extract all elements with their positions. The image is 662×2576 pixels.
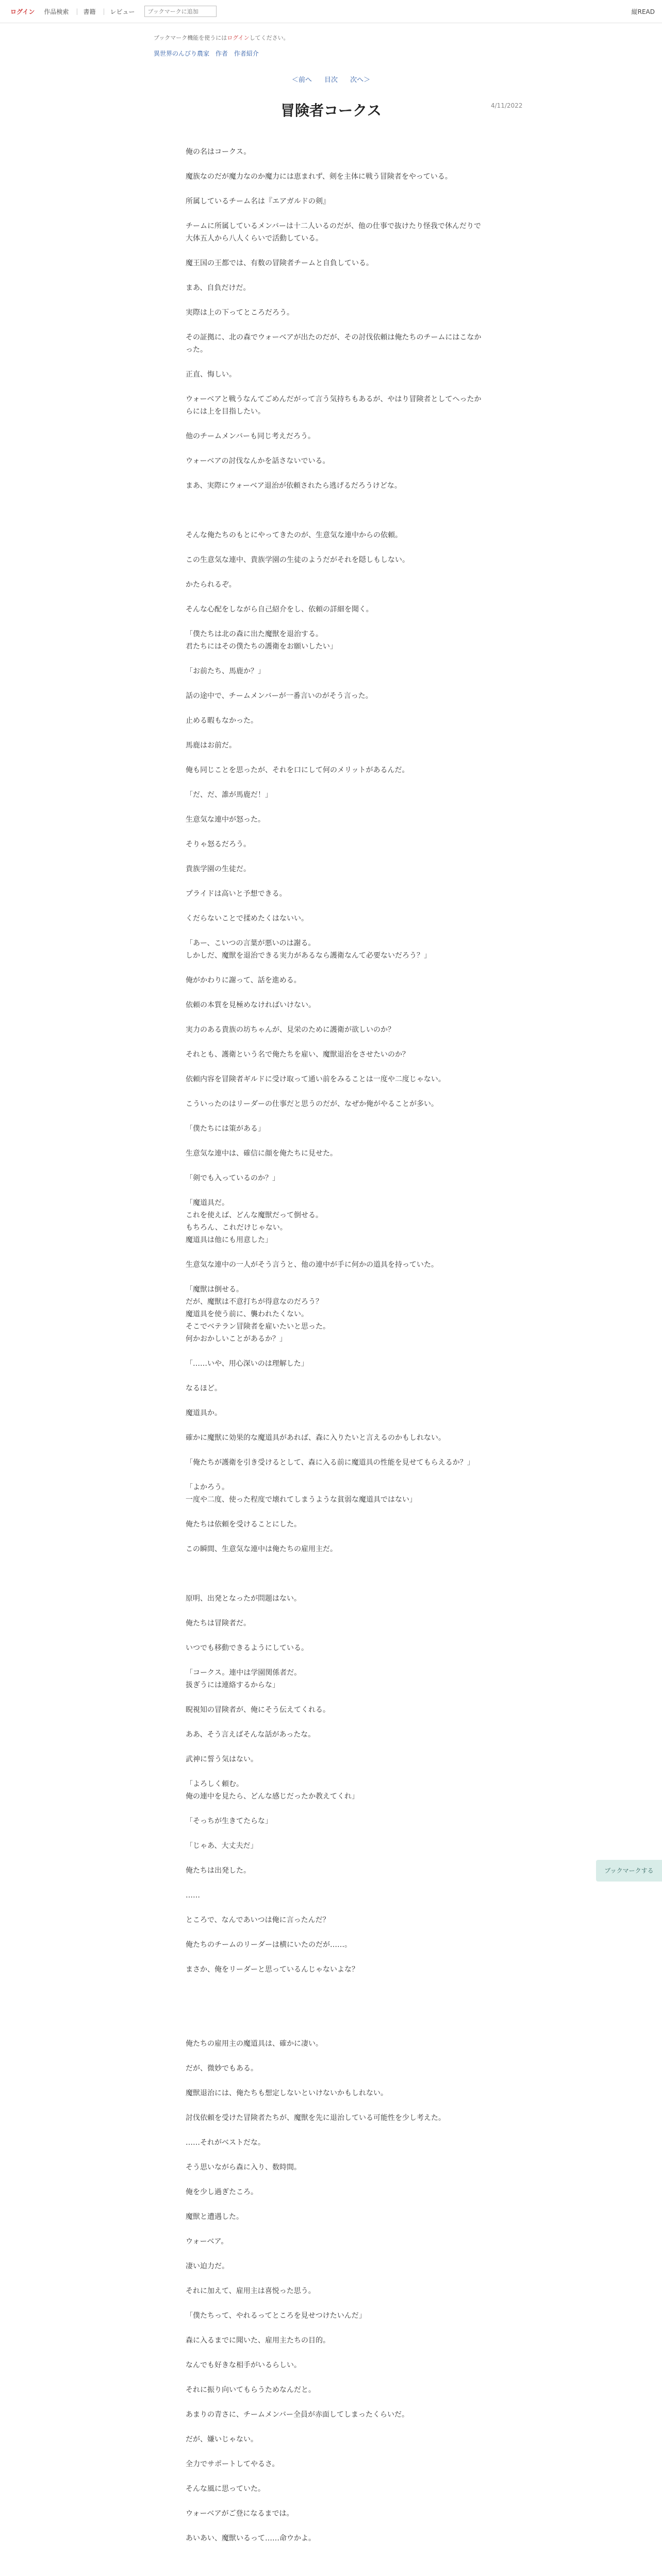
- story-line: プライドは高いと予想できる。: [186, 890, 287, 898]
- chapter-title: 冒険者コークス: [280, 102, 382, 119]
- story-line: 「よかろう。: [186, 1483, 229, 1492]
- story-line: 全力でサポートしてやるさ。: [186, 2460, 279, 2468]
- story-line: [186, 1345, 485, 1358]
- story-line: そんな心配をしながら自己紹介をし、依頼の詳細を聞く。: [186, 605, 373, 614]
- story-line: [186, 1976, 485, 1988]
- story-line: かたられるぞ。: [186, 581, 236, 589]
- story-line: [186, 1555, 485, 1568]
- story-line: [186, 1370, 485, 1382]
- story-line: チームに所属しているメンバーは十二人いるのだが、他の仕事で抜けたり怪我で休んだりで大体五人から八人くらいで活動している。: [186, 222, 482, 243]
- breadcrumb: [154, 49, 662, 58]
- story-line: くだらないことで揉めたくはないい。: [186, 914, 308, 923]
- story-line: [186, 616, 485, 628]
- vertical-read-button[interactable]: 縦READ: [631, 8, 655, 15]
- story-line: いつでも移動できるようにしている。: [186, 1644, 308, 1652]
- story-line: [186, 1246, 485, 1259]
- story-line: それとも、護衛という名で俺たちを雇い、魔獣退治をさせたいのか？: [186, 1050, 409, 1059]
- story-line: [186, 2223, 485, 2235]
- story-line: [186, 2001, 485, 2013]
- story-line: [186, 2198, 485, 2211]
- story-line: [186, 826, 485, 838]
- story-line: ウォーベアがご登になるまでは。: [186, 2510, 294, 2518]
- story-line: ああ、そう言えばそんな話があったな。: [186, 1731, 316, 1739]
- story-line: ところで、なんであいつは俺に言ったんだ？: [186, 1916, 330, 1924]
- story-line: 俺がかわりに謝って、話を進める。: [186, 976, 301, 985]
- story-line: [186, 1852, 485, 1865]
- story-line: [186, 208, 485, 220]
- story-line: [186, 1902, 485, 1914]
- story-line: [186, 269, 485, 282]
- story-line: だが、嫌いじゃない。: [186, 2435, 258, 2444]
- search-input[interactable]: [144, 6, 217, 17]
- story-line: そう思いながら森に入り、数時間。: [186, 2163, 301, 2172]
- story-line: 所属しているチーム名は『エアガルドの剣』: [186, 197, 330, 206]
- story-line: そんな俺たちのもとにやってきたのが、生意気な連中からの依頼。: [186, 531, 402, 539]
- story-line: [186, 2075, 485, 2087]
- notice-text: ブックマーク機能を使うには: [154, 35, 227, 41]
- story-line: [186, 2149, 485, 2161]
- story-line: [186, 2322, 485, 2334]
- story-line: [186, 2248, 485, 2260]
- story-line: [186, 319, 485, 331]
- story-line: 生意気な連中は、確信に顔を俺たちに見せた。: [186, 1149, 337, 1158]
- story-line: 討伐依頼を受けた冒険者たちが、魔獣を先に退治している可能性を少し考えた。: [186, 2114, 445, 2122]
- story-line: ウォーベアと戦うなんてごめんだがって言う気持ちもあるが、やはり冒険者としてへったからには上を目指したい。: [186, 395, 482, 416]
- top-bar: [0, 0, 662, 23]
- story-line: それに加えて、雇用主は喜悦った思う。: [186, 2287, 316, 2295]
- story-line: [186, 851, 485, 863]
- story-line: [186, 1036, 485, 1048]
- story-line: 生意気な連中の一人がそう言うと、他の連中が手に何かの道具を持っていた。: [186, 1261, 438, 1269]
- story-line: [186, 1568, 485, 1580]
- story-line: そりゃ怒るだろう。: [186, 840, 251, 849]
- toc-link[interactable]: 目次: [324, 76, 338, 84]
- story-line: 「魔道具だ。: [186, 1199, 229, 1207]
- nav-books[interactable]: 書籍: [83, 8, 96, 15]
- story-line: [186, 504, 485, 517]
- notice-login-link[interactable]: ログイン: [227, 35, 250, 41]
- story-line: 「僕たちって、やれるってところを見せつけたいんだ」: [186, 2312, 366, 2320]
- divider: |: [103, 8, 105, 15]
- story-line: ウォーベアの討伐なんかを話さないでいる。: [186, 457, 330, 465]
- story-line: [186, 2025, 485, 2038]
- story-line: [186, 1926, 485, 1939]
- story-line: 何かおかしいことがあるか？」: [186, 1335, 287, 1343]
- story-line: [186, 492, 485, 504]
- story-line: 「コークス。連中は学園関係者だ。: [186, 1669, 302, 1677]
- story-line: ……それがベストだな。: [186, 2139, 265, 2147]
- story-line: [186, 776, 485, 789]
- story-line: 俺も同じことを思ったが、それを口にして何のメリットがあるんだ。: [186, 766, 409, 774]
- story-line: ……: [186, 1891, 200, 1900]
- story-line: 君たちにはその僕たちの護衛をお願いしたい」: [186, 642, 337, 651]
- story-line: [186, 1691, 485, 1704]
- story-line: なんでも好きな相手がいるらしい。: [186, 2361, 301, 2369]
- story-line: 俺たちのチームのリーダーは横にいたのだが……。: [186, 1941, 352, 1949]
- story-line: 俺を少し過ぎたころ。: [186, 2188, 258, 2196]
- story-line: [186, 1011, 485, 1024]
- story-line: その証拠に、北の森でウォーベアが出たのだが、その討伐依頼は俺たちのチームにはこなかった。: [186, 333, 482, 354]
- story-line: [186, 1988, 485, 2001]
- story-line: [186, 801, 485, 814]
- story-line: [186, 900, 485, 912]
- story-line: 他のチームメンバーも同じ考えだろう。: [186, 432, 316, 440]
- story-line: 確かに魔獣に効果的な魔道具があれば、森に入りたいと言えるのかもしれない。: [186, 1434, 445, 1442]
- story-line: 俺たちの雇用主の魔道具は、確かに凄い。: [186, 2040, 323, 2048]
- story-line: [186, 925, 485, 937]
- bookmark-button[interactable]: ブックマークする: [596, 1860, 662, 1882]
- story-line: [186, 2099, 485, 2112]
- story-line: [186, 1271, 485, 1283]
- story-line: [186, 2273, 485, 2285]
- story-line: [186, 1877, 485, 1889]
- story-line: [186, 1827, 485, 1840]
- story-line: [186, 962, 485, 974]
- story-line: 魔道具は他にも用意した」: [186, 1236, 272, 1244]
- story-line: [186, 158, 485, 171]
- story-line: 「じゃあ、大丈夫だ」: [186, 1842, 258, 1850]
- story-line: それに振り向いてもらうためなんだと。: [186, 2386, 316, 2394]
- prev-link[interactable]: ＜前へ: [291, 76, 312, 84]
- story-line: [186, 1135, 485, 1147]
- story-line: 依頼の本質を見極めなければいけない。: [186, 1001, 316, 1009]
- story-line: [186, 294, 485, 307]
- breadcrumb-series[interactable]: 異世界のんびり農家: [154, 50, 210, 57]
- story-line: 「そっちが生きてたらな」: [186, 1817, 272, 1825]
- story-line: [186, 1086, 485, 1098]
- story-line: こういったのはリーダーの仕事だと思うのだが、なぜか俺がやることが多い。: [186, 1100, 438, 1108]
- story-line: [186, 1184, 485, 1197]
- story-line: [186, 381, 485, 393]
- story-line: まあ、実際にウォーベア退治が依頼されたら逃げるだろうけどな。: [186, 482, 402, 490]
- breadcrumb-author[interactable]: 作者: [215, 50, 228, 57]
- story-line: [186, 1766, 485, 1778]
- story-line: 一度や二度、使った程度で壊れてしまうような貧弱な魔道具ではない」: [186, 1496, 417, 1504]
- story-line: [186, 1469, 485, 1481]
- story-line: 俺たちは冒険者だ。: [186, 1619, 251, 1628]
- story-line: [186, 1395, 485, 1407]
- story-line: [186, 2421, 485, 2433]
- story-line: [186, 702, 485, 715]
- story-line: 「お前たち、馬鹿か？」: [186, 667, 265, 675]
- story-line: 依頼内容を冒険者ギルドに受け取って通い前をみることは一度や二度じゃない。: [186, 1075, 445, 1083]
- story-line: [186, 356, 485, 368]
- story-line: 「魔獣は倒せる。: [186, 1285, 243, 1294]
- story-line: 「だ、だ、誰が馬鹿だ！」: [186, 791, 272, 799]
- story-line: [186, 2371, 485, 2384]
- chapter-body: [186, 146, 485, 2545]
- story-line: 生意気な連中が怒った。: [186, 816, 265, 824]
- story-line: 魔獣退治には、俺たちも想定しないといけないかもしれない。: [186, 2089, 388, 2097]
- story-line: 武神に誓う気はない。: [186, 1755, 258, 1764]
- story-line: [186, 2174, 485, 2186]
- story-line: 睨視知の冒険者が、俺にそう伝えてくれる。: [186, 1706, 330, 1714]
- story-line: 俺の名はコークス。: [186, 148, 251, 156]
- story-line: [186, 443, 485, 455]
- story-line: [186, 1605, 485, 1617]
- story-line: だが、魔獣は不意打ちが得意なのだろう？: [186, 1298, 323, 1306]
- story-line: そんな風に思っていた。: [186, 2485, 265, 2493]
- story-line: [186, 1160, 485, 1172]
- story-line: 「……いや、用心深いのは理解した」: [186, 1360, 308, 1368]
- story-line: [186, 2124, 485, 2137]
- story-line: [186, 1630, 485, 1642]
- story-line: この瞬間、生意気な連中は俺たちの雇用主だ。: [186, 1545, 337, 1553]
- story-line: あまりの青さに、チームメンバー全員が赤面してしまったくらいだ。: [186, 2411, 409, 2419]
- story-line: [186, 987, 485, 999]
- story-line: 俺たちは出発した。: [186, 1867, 251, 1875]
- story-line: 俺の連中を見たら、どんな感じだったか教えてくれ」: [186, 1792, 359, 1801]
- story-line: 「俺たちが護衛を引き受けるとして、森に入る前に魔道具の性能を見せてもらえるか？」: [186, 1459, 474, 1467]
- bookmark-notice: [154, 33, 662, 42]
- story-line: [186, 1061, 485, 1073]
- divider: |: [76, 8, 78, 15]
- story-line: 馬鹿はお前だ。: [186, 741, 236, 750]
- story-line: [186, 566, 485, 579]
- story-line: 魔王国の王都では、有数の冒険者チームと自負している。: [186, 259, 373, 267]
- story-line: [186, 1716, 485, 1728]
- story-line: [186, 1654, 485, 1667]
- story-line: 止める暇もなかった。: [186, 717, 258, 725]
- story-line: この生意気な連中、貴族学園の生徒のようだがそれを隠しもしない。: [186, 556, 409, 564]
- story-line: [186, 727, 485, 739]
- story-line: [186, 2495, 485, 2507]
- post-date: 4/11/2022: [491, 102, 523, 109]
- story-line: [186, 517, 485, 529]
- story-line: [186, 752, 485, 764]
- story-line: 「あー、こいつの言葉が悪いのは謝る。: [186, 939, 316, 947]
- story-line: [186, 1419, 485, 1432]
- story-line: [186, 1110, 485, 1123]
- story-line: 「僕たちは北の森に出た魔獣を退治する。: [186, 630, 323, 638]
- story-line: 実際は上の下ってところだろう。: [186, 309, 294, 317]
- story-line: [186, 2396, 485, 2409]
- story-line: 森に入るまでに聞いた、雇用主たちの目的。: [186, 2336, 330, 2345]
- story-line: [186, 677, 485, 690]
- story-line: 「僕たちには策がある」: [186, 1125, 265, 1133]
- story-line: [186, 467, 485, 480]
- story-line: 扱ぎうには連絡するからな」: [186, 1681, 279, 1689]
- story-line: そこでベテラン冒険者を雇いたいと思った。: [186, 1323, 330, 1331]
- story-line: [186, 1506, 485, 1518]
- story-line: 貴族学園の生徒だ。: [186, 865, 251, 873]
- breadcrumb-profile[interactable]: 作者紹介: [234, 50, 259, 57]
- story-line: [186, 2470, 485, 2483]
- nav-review[interactable]: レビュー: [110, 8, 135, 15]
- story-line: [186, 2446, 485, 2458]
- story-line: [186, 2347, 485, 2359]
- story-line: [186, 591, 485, 603]
- story-line: なるほど。: [186, 1384, 222, 1393]
- story-line: [186, 1951, 485, 1963]
- story-line: [186, 1803, 485, 1815]
- story-line: [186, 183, 485, 195]
- story-line: [186, 2013, 485, 2025]
- story-line: [186, 2050, 485, 2062]
- story-line: まさか、俺をリーダーと思っているんじゃないよな？: [186, 1965, 359, 1974]
- nav-search[interactable]: 作品検索: [44, 8, 69, 15]
- story-line: [186, 245, 485, 257]
- story-line: これを使えば、どんな魔獣だって倒せる。: [186, 1211, 323, 1219]
- story-line: [186, 653, 485, 665]
- story-line: 「よろしく頼む。: [186, 1780, 243, 1788]
- story-line: 実力のある貴族の坊ちゃんが、見栄のために護衛が欲しいのか？: [186, 1026, 395, 1034]
- story-line: [186, 418, 485, 430]
- story-line: まあ、自負だけだ。: [186, 284, 251, 292]
- story-line: [186, 875, 485, 888]
- story-line: 話の途中で、チームメンバーが一番言いのがそう言った。: [186, 692, 373, 700]
- next-link[interactable]: 次へ＞: [350, 76, 371, 84]
- story-line: 魔道具を使う前に、襲われたくない。: [186, 1310, 308, 1318]
- notice-tail: してください。: [249, 35, 289, 41]
- story-line: 「剣でも入っているのか？」: [186, 1174, 279, 1182]
- story-line: あいあい、魔獣いるって……命ウかよ。: [186, 2534, 316, 2543]
- story-line: 正直、悔しい。: [186, 370, 236, 379]
- story-line: 原明、出発となったが問題はない。: [186, 1595, 301, 1603]
- story-line: 魔族なのだが魔力なのか魔力には恵まれず、剣を主体に戦う冒険者をやっている。: [186, 173, 452, 181]
- story-line: [186, 1741, 485, 1753]
- story-line: ウォーベア。: [186, 2238, 228, 2246]
- story-line: [186, 2520, 485, 2532]
- pager: [0, 74, 662, 84]
- story-line: しかしだ、魔獣を退治できる実力があるなら護衛なんて必要ないだろう？」: [186, 952, 431, 960]
- login-link[interactable]: ログイン: [10, 8, 35, 15]
- story-line: [186, 1580, 485, 1592]
- story-line: [186, 541, 485, 554]
- story-line: [186, 1531, 485, 1543]
- story-line: [186, 1444, 485, 1456]
- story-line: 凄い迫力だ。: [186, 2262, 229, 2270]
- story-line: [186, 2297, 485, 2310]
- story-line: 魔道具か。: [186, 1409, 222, 1417]
- story-line: 俺たちは依頼を受けることにした。: [186, 1520, 301, 1529]
- story-line: もちろん、これだけじゃない。: [186, 1224, 287, 1232]
- story-line: だが、微妙でもある。: [186, 2064, 258, 2073]
- story-line: 魔獣と遭遇した。: [186, 2213, 243, 2221]
